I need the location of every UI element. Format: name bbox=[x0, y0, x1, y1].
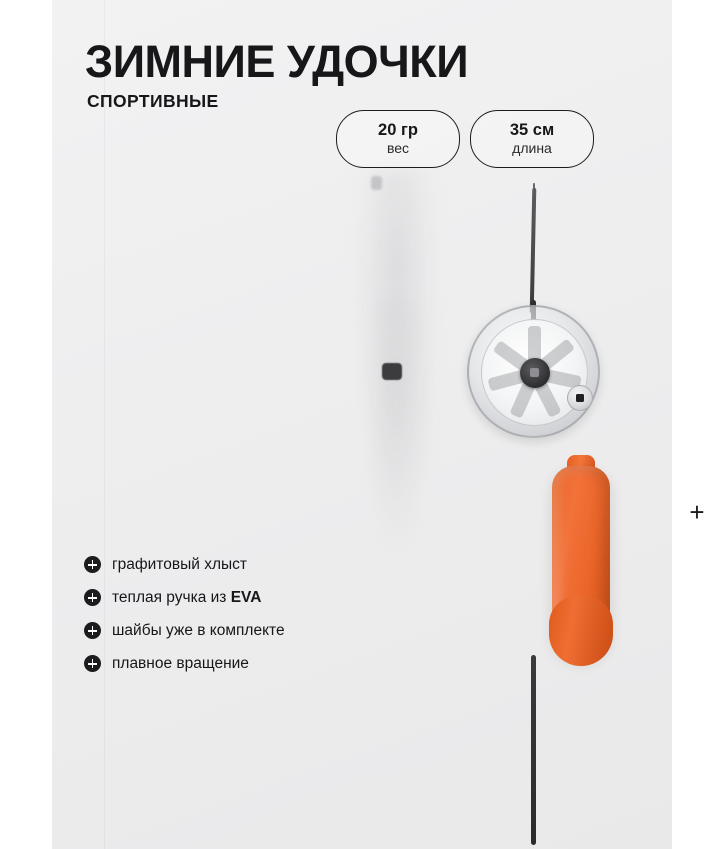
feature-text: шайбы уже в комплекте bbox=[112, 621, 285, 639]
plus-circle-icon bbox=[84, 655, 101, 672]
spec-badge-length bbox=[470, 110, 594, 168]
list-item bbox=[84, 614, 414, 647]
wall-screw-icon bbox=[382, 363, 402, 380]
card-edge bbox=[104, 0, 105, 849]
spec-badge-weight bbox=[336, 110, 460, 168]
plus-circle-icon bbox=[84, 589, 101, 606]
feature-text: плавное вращение bbox=[112, 654, 249, 672]
spec-value-length: 35 см bbox=[509, 121, 555, 140]
reel-inner-disc bbox=[481, 319, 588, 426]
reel-hub bbox=[520, 358, 550, 388]
feature-text-emphasis: EVA bbox=[230, 588, 262, 606]
feature-list bbox=[84, 548, 414, 680]
reel-knob bbox=[567, 385, 593, 411]
handle-butt bbox=[549, 596, 613, 666]
plus-circle-icon bbox=[84, 556, 101, 573]
feature-text: графитовый хлыст bbox=[112, 555, 247, 573]
list-item bbox=[84, 581, 414, 614]
feature-text-plain: теплая ручка из bbox=[112, 588, 231, 606]
list-item bbox=[84, 548, 414, 581]
wall-nail-icon bbox=[371, 176, 382, 190]
plus-circle-icon bbox=[84, 622, 101, 639]
zoom-in-button[interactable]: + bbox=[689, 497, 705, 527]
list-item bbox=[84, 647, 414, 680]
page-title: ЗИМНИЕ УДОЧКИ bbox=[85, 36, 469, 87]
rod-tip bbox=[530, 188, 537, 313]
spec-label-length: длина bbox=[512, 140, 552, 157]
feature-text bbox=[112, 589, 261, 607]
page-subtitle: СПОРТИВНЫЕ bbox=[87, 91, 219, 111]
spec-value-weight: 20 гр bbox=[378, 121, 418, 140]
background-smudge-secondary bbox=[372, 300, 432, 560]
rod-lower-shaft bbox=[531, 655, 536, 845]
product-image-card[interactable] bbox=[52, 0, 672, 849]
spec-label-weight: вес bbox=[386, 140, 410, 157]
fishing-reel bbox=[467, 305, 600, 438]
